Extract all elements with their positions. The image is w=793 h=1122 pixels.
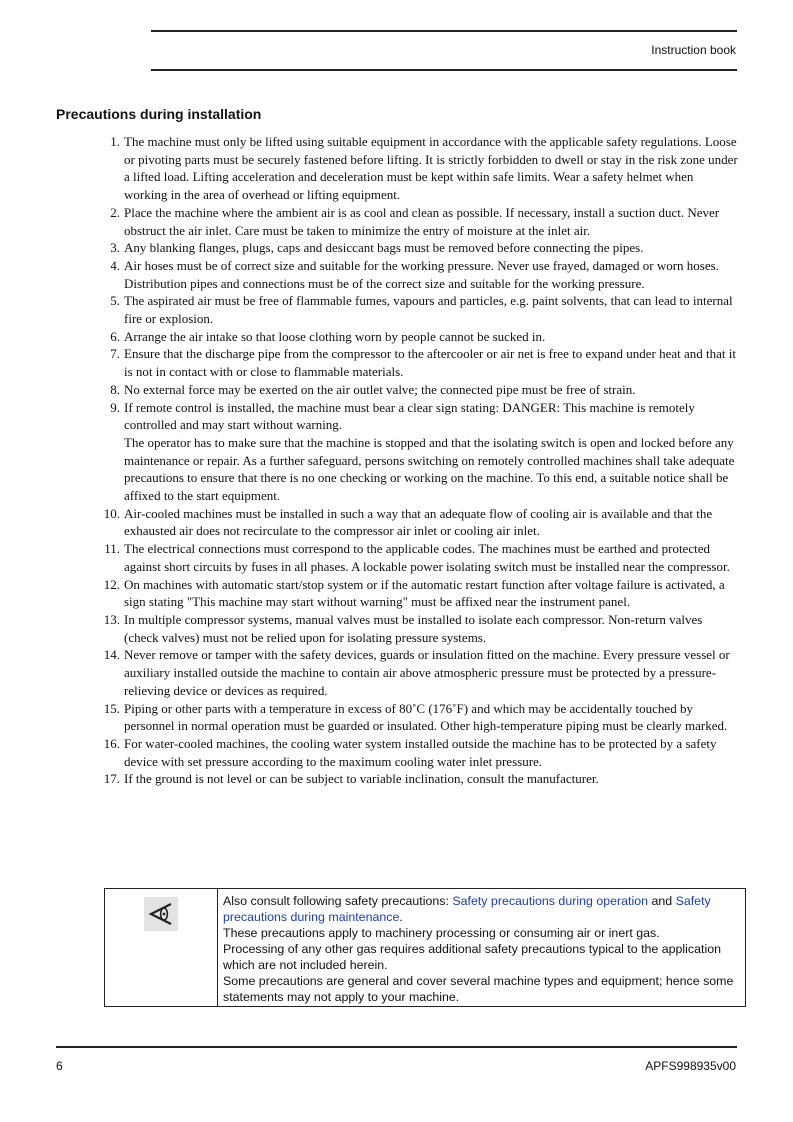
list-item bbox=[104, 540, 739, 575]
section-heading: Precautions during installation bbox=[56, 106, 262, 122]
item-number: 10. bbox=[103, 505, 120, 521]
item-number: 3. bbox=[110, 240, 120, 256]
item-number: 9. bbox=[110, 399, 120, 415]
item-number: 7. bbox=[110, 346, 120, 362]
page-number: 6 bbox=[56, 1059, 63, 1073]
item-text: Never remove or tamper with the safety devices, guards or insulation fitted on the machine. Every pressure vessel or auxiliary installed outside the machine to contain air above atmospheric pressure must be protected by a pressure-relieving device or devices as required. bbox=[124, 647, 730, 698]
list-item bbox=[110, 381, 739, 399]
list-item bbox=[103, 505, 739, 540]
note-icon-cell bbox=[105, 889, 218, 1006]
item-number: 11. bbox=[104, 541, 120, 557]
item-text: Air hoses must be of correct size and suitable for the working pressure. Never use frayed, damaged or worn hoses. Distribution pipes and connections must be of the correct size and suitable for the working pressure. bbox=[124, 257, 719, 291]
item-text: The electrical connections must correspond to the applicable codes. The machines must be earthed and protected against short circuits by fuses in all phases. A lockable power isolating switch must be installed near the compressor. bbox=[124, 541, 730, 574]
note-paragraph-3: Processing of any other gas requires additional safety precautions typical to the application which are not included herein. bbox=[223, 942, 721, 972]
list-item bbox=[103, 735, 739, 770]
item-text: Air-cooled machines must be installed in such a way that an adequate flow of cooling air is available and that the exhausted air does not recirculate to the compressor air inlet or cooling air inlet. bbox=[124, 505, 713, 539]
item-text: Piping or other parts with a temperature in excess of 80˚C (176˚F) and which may be accidentally touched by personnel in normal operation must be guarded or insulated. Other high-temperature piping must be clearly marked. bbox=[124, 700, 728, 734]
item-text: If remote control is installed, the machine must bear a clear sign stating: DANGER: This machine is remotely controlled and may start without warning. bbox=[124, 399, 695, 433]
operation-precautions-link[interactable]: Safety precautions during operation bbox=[452, 894, 648, 908]
item-number: 14. bbox=[103, 647, 120, 663]
item-number: 8. bbox=[110, 381, 120, 397]
item-number: 2. bbox=[110, 204, 120, 220]
note-intro: Also consult following safety precautions: bbox=[223, 894, 449, 908]
note-period: . bbox=[399, 910, 403, 924]
item-number: 5. bbox=[110, 293, 120, 309]
list-item bbox=[103, 770, 739, 788]
list-item bbox=[110, 292, 739, 327]
item-text: For water-cooled machines, the cooling water system installed outside the machine has to be protected by a safety device with set pressure according to the maximum cooling water inlet pressure. bbox=[124, 735, 717, 769]
item-text: Arrange the air intake so that loose clothing worn by people cannot be sucked in. bbox=[124, 328, 546, 344]
header-title: Instruction book bbox=[651, 43, 736, 57]
item-number: 17. bbox=[103, 771, 120, 787]
header-rule-bottom bbox=[151, 69, 737, 71]
item-text: On machines with automatic start/stop system or if the automatic restart function after voltage failure is activated, a sign stating "This machine may start without warning" must be affixed near the instrument panel. bbox=[124, 576, 725, 610]
list-item bbox=[103, 611, 739, 646]
item-text: Ensure that the discharge pipe from the compressor to the aftercooler or air net is free to expand under heat and that it is not in contact with or close to flammable materials. bbox=[124, 346, 736, 380]
safety-note-box bbox=[104, 888, 746, 1007]
note-paragraph-4: Some precautions are general and cover several machine types and equipment; hence some statements may not apply to your machine. bbox=[223, 974, 734, 1004]
item-text: No external force may be exerted on the air outlet valve; the connected pipe must be free of strain. bbox=[124, 381, 636, 397]
note-and: and bbox=[651, 894, 673, 908]
item-text: Place the machine where the ambient air is as cool and clean as possible. If necessary, install a suction duct. Never obstruct the air inlet. Care must be taken to minimize the entry of moisture at the inlet air. bbox=[124, 204, 720, 238]
item-number: 6. bbox=[110, 328, 120, 344]
list-item bbox=[110, 399, 739, 505]
header-rule-top bbox=[151, 30, 737, 32]
footer-rule bbox=[56, 1046, 737, 1048]
item-number: 12. bbox=[103, 576, 120, 592]
item-text: Any blanking flanges, plugs, caps and desiccant bags must be removed before connecting the pipes. bbox=[124, 240, 644, 256]
item-extra-text: The operator has to make sure that the machine is stopped and that the isolating switch is open and locked before any maintenance or repair. As a further safeguard, persons switching on remotely controlled machines shall take adequate precautions to ensure that there is no one checking or working on the machine. To this end, a suitable notice shall be affixed to the start equipment. bbox=[124, 434, 735, 504]
item-number: 4. bbox=[110, 257, 120, 273]
item-number: 16. bbox=[103, 735, 120, 751]
list-item bbox=[110, 345, 739, 380]
list-item bbox=[103, 646, 739, 699]
item-text: In multiple compressor systems, manual valves must be installed to isolate each compressor. Non-return valves (check valves) must not be relied upon for isolating pressure systems. bbox=[124, 611, 703, 645]
list-item bbox=[110, 204, 739, 239]
maintenance-precautions-link[interactable]: Safety precautions during maintenance bbox=[223, 894, 711, 924]
consult-icon bbox=[144, 897, 178, 931]
note-paragraph-2: These precautions apply to machinery processing or consuming air or inert gas. bbox=[223, 926, 660, 940]
list-item bbox=[110, 328, 739, 346]
item-number: 15. bbox=[103, 700, 120, 716]
precautions-list bbox=[103, 133, 739, 788]
list-item bbox=[103, 700, 739, 735]
list-item bbox=[110, 257, 739, 292]
list-item bbox=[110, 133, 739, 204]
note-paragraph-1 bbox=[223, 893, 745, 925]
item-text: The aspirated air must be free of flammable fumes, vapours and particles, e.g. paint solvents, that can lead to internal fire or explosion. bbox=[124, 293, 733, 327]
document-code: APFS998935v00 bbox=[645, 1059, 736, 1073]
note-text bbox=[218, 889, 745, 1006]
list-item bbox=[110, 239, 739, 257]
item-number: 13. bbox=[103, 611, 120, 627]
item-text: The machine must only be lifted using suitable equipment in accordance with the applicable safety regulations. Loose or pivoting parts must be securely fastened before lifting. It is strictly forbidden to dwell or stay in the risk zone under a lifted load. Lifting acceleration and deceleration must be kept within safe limits. Wear a safety helmet when working in the area of overhead or lifting equipment. bbox=[124, 134, 738, 203]
item-number: 1. bbox=[110, 134, 120, 149]
list-item bbox=[103, 576, 739, 611]
item-text: If the ground is not level or can be subject to variable inclination, consult the manufacturer. bbox=[124, 771, 599, 787]
